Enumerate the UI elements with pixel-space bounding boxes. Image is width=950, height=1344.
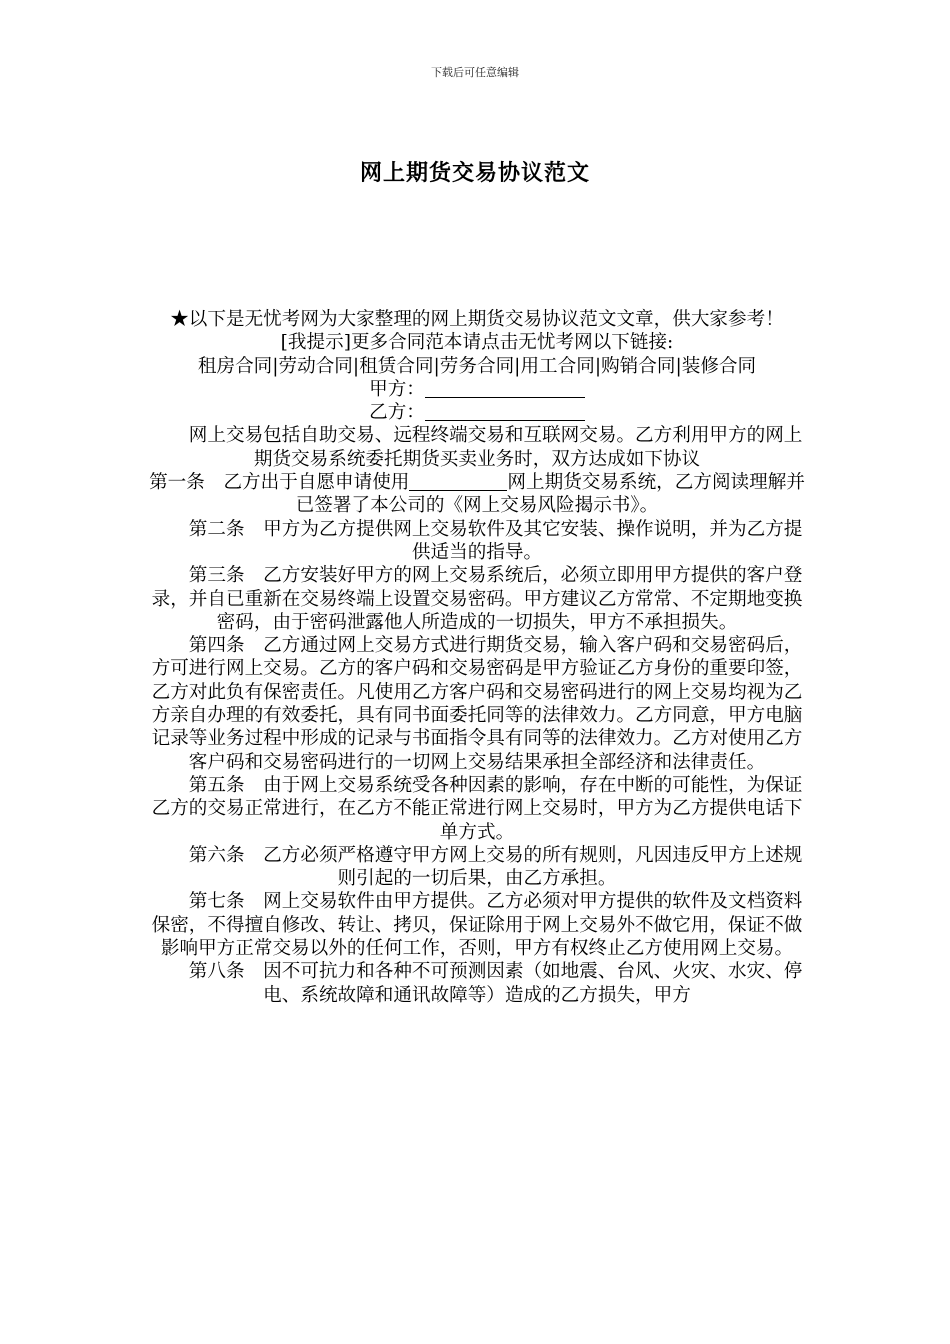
article-1-blank — [409, 472, 507, 491]
contract-links[interactable]: 租房合同|劳动合同|租赁合同|劳务合同|用工合同|购销合同|装修合同 — [197, 355, 757, 377]
article-7: 第七条 网上交易软件由甲方提供。乙方必须对甲方提供的软件及文档资料保密，不得擅自修改、转让、拷贝，保证除用于网上交易外不做它用，保证不做影响甲方正常交易以外的任何工作，否则，甲方有权终止乙方使用网上交易。 — [151, 891, 803, 960]
preamble: 网上交易包括自助交易、远程终端交易和互联网交易。乙方利用甲方的网上期货交易系统委托期货买卖业务时，双方达成如下协议 — [188, 425, 803, 470]
party-b-label: 乙方： — [369, 402, 425, 424]
article-1-pre: 第一条 乙方出于自愿申请使用 — [149, 472, 410, 494]
party-a-blank — [425, 379, 585, 398]
article-4: 第四条 乙方通过网上交易方式进行期货交易，输入客户码和交易密码后，方可进行网上交易。乙方的客户码和交易密码是甲方验证乙方身份的重要印签，乙方对此负有保密责任。凡使用乙方客户码和交易密码进行的网上交易均视为乙方亲自办理的有效委托，具有同书面委托同等的法律效力。乙方同意，甲方电脑记录等业务过程中形成的记录与书面指令具有同等的法律效力。乙方对使用乙方客户码和交易密码进行的一切网上交易结果承担全部经济和法律责任。 — [151, 635, 803, 773]
intro-line: ★以下是无忧考网为大家整理的网上期货交易协议范文文章，供大家参考！ — [170, 309, 784, 330]
header-note: 下载后可任意编辑 — [431, 66, 519, 79]
article-2: 第二条 甲方为乙方提供网上交易软件及其它安装、操作说明，并为乙方提供适当的指导。 — [188, 518, 803, 563]
article-8: 第八条 因不可抗力和各种不可预测因素（如地震、台风、火灾、水灾、停电、系统故障和通讯故障等）造成的乙方损失，甲方 — [188, 961, 803, 1006]
party-a-line — [148, 378, 806, 401]
article-1 — [148, 471, 806, 518]
party-b-blank — [425, 402, 585, 421]
tip-line: [我提示]更多合同范本请点击无忧考网以下链接: — [280, 332, 674, 354]
article-5: 第五条 由于网上交易系统受各种因素的影响，存在中断的可能性，为保证乙方的交易正常进行，在乙方不能正常进行网上交易时，甲方为乙方提供电话下单方式。 — [151, 774, 803, 843]
document-title: 网上期货交易协议范文 — [359, 160, 590, 186]
party-a-label: 甲方： — [369, 378, 425, 400]
article-3: 第三条 乙方安装好甲方的网上交易系统后，必须立即用甲方提供的客户登录，并自已重新在交易终端上设置交易密码。甲方建议乙方常常、不定期地变换密码，由于密码泄露他人所造成的一切损失，甲方不承担损失。 — [151, 565, 803, 633]
party-b-line — [148, 401, 806, 424]
article-1-post: 网上期货交易系统，乙方阅读理解并已签署了本公司的《网上交易风险揭示书》。 — [295, 472, 805, 517]
article-6: 第六条 乙方必须严格遵守甲方网上交易的所有规则，凡因违反甲方上述规则引起的一切后果，由乙方承担。 — [188, 844, 803, 890]
document-body — [148, 308, 806, 1007]
